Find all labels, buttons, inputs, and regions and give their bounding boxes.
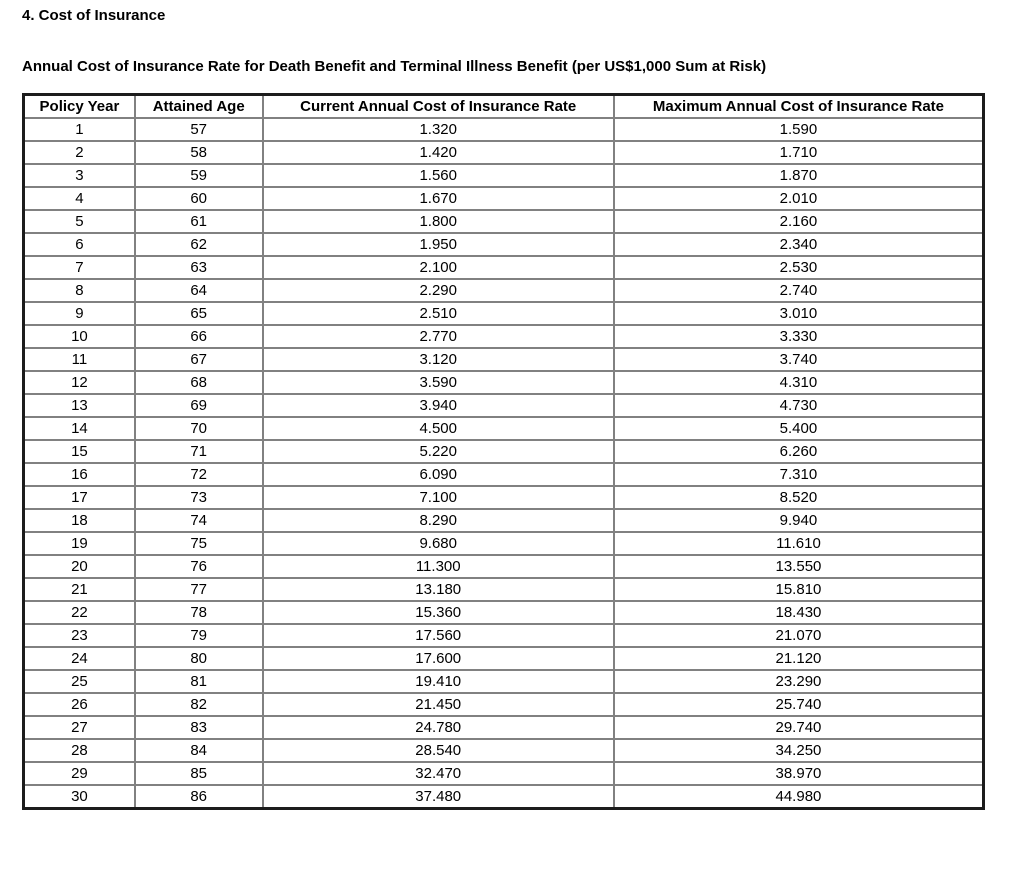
cell-policy-year: 24: [24, 647, 135, 670]
cell-maximum-rate: 25.740: [614, 693, 984, 716]
cell-current-rate: 1.420: [263, 141, 614, 164]
cell-policy-year: 30: [24, 785, 135, 809]
cell-attained-age: 84: [135, 739, 263, 762]
cell-attained-age: 82: [135, 693, 263, 716]
cell-maximum-rate: 4.310: [614, 371, 984, 394]
cell-maximum-rate: 13.550: [614, 555, 984, 578]
cell-policy-year: 14: [24, 417, 135, 440]
cell-attained-age: 60: [135, 187, 263, 210]
cell-attained-age: 81: [135, 670, 263, 693]
cell-current-rate: 4.500: [263, 417, 614, 440]
table-header-row: [24, 95, 984, 119]
cell-current-rate: 24.780: [263, 716, 614, 739]
cell-policy-year: 16: [24, 463, 135, 486]
table-row: [24, 325, 984, 348]
cell-maximum-rate: 4.730: [614, 394, 984, 417]
cell-current-rate: 1.800: [263, 210, 614, 233]
cell-attained-age: 64: [135, 279, 263, 302]
cell-current-rate: 9.680: [263, 532, 614, 555]
cell-current-rate: 1.670: [263, 187, 614, 210]
cell-policy-year: 11: [24, 348, 135, 371]
cell-attained-age: 59: [135, 164, 263, 187]
column-header-attained-age: Attained Age: [135, 95, 263, 119]
table-row: [24, 555, 984, 578]
table-row: [24, 141, 984, 164]
table-row: [24, 233, 984, 256]
cell-policy-year: 3: [24, 164, 135, 187]
table-row: [24, 739, 984, 762]
table-row: [24, 532, 984, 555]
cell-current-rate: 32.470: [263, 762, 614, 785]
section-title: 4. Cost of Insurance: [22, 7, 166, 24]
table-row: [24, 647, 984, 670]
cell-attained-age: 83: [135, 716, 263, 739]
cell-attained-age: 67: [135, 348, 263, 371]
table-row: [24, 417, 984, 440]
cell-current-rate: 3.120: [263, 348, 614, 371]
table-row: [24, 509, 984, 532]
table-row: [24, 279, 984, 302]
cell-attained-age: 61: [135, 210, 263, 233]
cell-policy-year: 29: [24, 762, 135, 785]
cell-attained-age: 72: [135, 463, 263, 486]
table-row: [24, 693, 984, 716]
cell-current-rate: 2.290: [263, 279, 614, 302]
cell-policy-year: 6: [24, 233, 135, 256]
cell-policy-year: 1: [24, 118, 135, 141]
cell-current-rate: 1.950: [263, 233, 614, 256]
cell-maximum-rate: 3.010: [614, 302, 984, 325]
cell-policy-year: 21: [24, 578, 135, 601]
table-row: [24, 210, 984, 233]
table-row: [24, 118, 984, 141]
cell-attained-age: 62: [135, 233, 263, 256]
cell-current-rate: 2.770: [263, 325, 614, 348]
table-row: [24, 624, 984, 647]
cell-current-rate: 19.410: [263, 670, 614, 693]
cell-maximum-rate: 1.710: [614, 141, 984, 164]
cell-attained-age: 69: [135, 394, 263, 417]
cell-policy-year: 20: [24, 555, 135, 578]
cell-maximum-rate: 15.810: [614, 578, 984, 601]
table-row: [24, 670, 984, 693]
table-row: [24, 785, 984, 809]
cell-attained-age: 85: [135, 762, 263, 785]
cell-policy-year: 26: [24, 693, 135, 716]
cell-policy-year: 10: [24, 325, 135, 348]
column-header-policy-year: Policy Year: [24, 95, 135, 119]
cell-maximum-rate: 2.340: [614, 233, 984, 256]
cell-attained-age: 63: [135, 256, 263, 279]
cell-current-rate: 17.600: [263, 647, 614, 670]
cell-attained-age: 79: [135, 624, 263, 647]
table-row: [24, 394, 984, 417]
cell-current-rate: 17.560: [263, 624, 614, 647]
cell-current-rate: 11.300: [263, 555, 614, 578]
cell-current-rate: 8.290: [263, 509, 614, 532]
cell-maximum-rate: 2.010: [614, 187, 984, 210]
table-row: [24, 578, 984, 601]
cell-policy-year: 28: [24, 739, 135, 762]
cell-current-rate: 1.560: [263, 164, 614, 187]
cell-current-rate: 21.450: [263, 693, 614, 716]
table-row: [24, 601, 984, 624]
cell-maximum-rate: 21.120: [614, 647, 984, 670]
cell-policy-year: 7: [24, 256, 135, 279]
insurance-rate-table-body: [24, 118, 984, 809]
cell-attained-age: 76: [135, 555, 263, 578]
cell-policy-year: 25: [24, 670, 135, 693]
cell-policy-year: 19: [24, 532, 135, 555]
insurance-rate-table: [22, 93, 985, 810]
table-row: [24, 716, 984, 739]
cell-attained-age: 70: [135, 417, 263, 440]
cell-policy-year: 4: [24, 187, 135, 210]
table-row: [24, 164, 984, 187]
cell-attained-age: 57: [135, 118, 263, 141]
cell-current-rate: 2.100: [263, 256, 614, 279]
cell-attained-age: 66: [135, 325, 263, 348]
cell-policy-year: 22: [24, 601, 135, 624]
table-row: [24, 486, 984, 509]
column-header-current-rate: Current Annual Cost of Insurance Rate: [263, 95, 614, 119]
cell-maximum-rate: 23.290: [614, 670, 984, 693]
cell-attained-age: 86: [135, 785, 263, 809]
cell-attained-age: 75: [135, 532, 263, 555]
cell-policy-year: 2: [24, 141, 135, 164]
cell-policy-year: 15: [24, 440, 135, 463]
table-row: [24, 762, 984, 785]
table-row: [24, 371, 984, 394]
cell-maximum-rate: 3.330: [614, 325, 984, 348]
column-header-maximum-rate: Maximum Annual Cost of Insurance Rate: [614, 95, 984, 119]
cell-maximum-rate: 34.250: [614, 739, 984, 762]
table-row: [24, 463, 984, 486]
cell-maximum-rate: 5.400: [614, 417, 984, 440]
cell-maximum-rate: 11.610: [614, 532, 984, 555]
table-row: [24, 187, 984, 210]
cell-maximum-rate: 8.520: [614, 486, 984, 509]
cell-attained-age: 78: [135, 601, 263, 624]
cell-maximum-rate: 2.160: [614, 210, 984, 233]
table-row: [24, 348, 984, 371]
table-row: [24, 256, 984, 279]
cell-maximum-rate: 2.740: [614, 279, 984, 302]
cell-current-rate: 3.590: [263, 371, 614, 394]
cell-maximum-rate: 3.740: [614, 348, 984, 371]
cell-policy-year: 27: [24, 716, 135, 739]
cell-maximum-rate: 7.310: [614, 463, 984, 486]
cell-maximum-rate: 1.870: [614, 164, 984, 187]
cell-current-rate: 15.360: [263, 601, 614, 624]
table-row: [24, 302, 984, 325]
cell-policy-year: 18: [24, 509, 135, 532]
cell-maximum-rate: 1.590: [614, 118, 984, 141]
cell-current-rate: 6.090: [263, 463, 614, 486]
cell-policy-year: 13: [24, 394, 135, 417]
cell-maximum-rate: 44.980: [614, 785, 984, 809]
cell-current-rate: 37.480: [263, 785, 614, 809]
cell-attained-age: 71: [135, 440, 263, 463]
cell-maximum-rate: 9.940: [614, 509, 984, 532]
cell-policy-year: 17: [24, 486, 135, 509]
cell-attained-age: 58: [135, 141, 263, 164]
table-title: Annual Cost of Insurance Rate for Death Benefit and Terminal Illness Benefit (per US$1,000 Sum at Risk): [22, 58, 767, 75]
cell-current-rate: 13.180: [263, 578, 614, 601]
cell-policy-year: 5: [24, 210, 135, 233]
cell-maximum-rate: 21.070: [614, 624, 984, 647]
cell-current-rate: 5.220: [263, 440, 614, 463]
cell-current-rate: 28.540: [263, 739, 614, 762]
cell-policy-year: 9: [24, 302, 135, 325]
cell-maximum-rate: 6.260: [614, 440, 984, 463]
cell-current-rate: 1.320: [263, 118, 614, 141]
cell-current-rate: 3.940: [263, 394, 614, 417]
cell-current-rate: 7.100: [263, 486, 614, 509]
cell-attained-age: 80: [135, 647, 263, 670]
cell-maximum-rate: 2.530: [614, 256, 984, 279]
cell-policy-year: 8: [24, 279, 135, 302]
cell-attained-age: 74: [135, 509, 263, 532]
cell-maximum-rate: 18.430: [614, 601, 984, 624]
table-row: [24, 440, 984, 463]
cell-attained-age: 65: [135, 302, 263, 325]
cell-attained-age: 68: [135, 371, 263, 394]
cell-policy-year: 12: [24, 371, 135, 394]
cell-policy-year: 23: [24, 624, 135, 647]
cell-maximum-rate: 29.740: [614, 716, 984, 739]
cell-attained-age: 73: [135, 486, 263, 509]
cell-current-rate: 2.510: [263, 302, 614, 325]
cell-attained-age: 77: [135, 578, 263, 601]
cell-maximum-rate: 38.970: [614, 762, 984, 785]
